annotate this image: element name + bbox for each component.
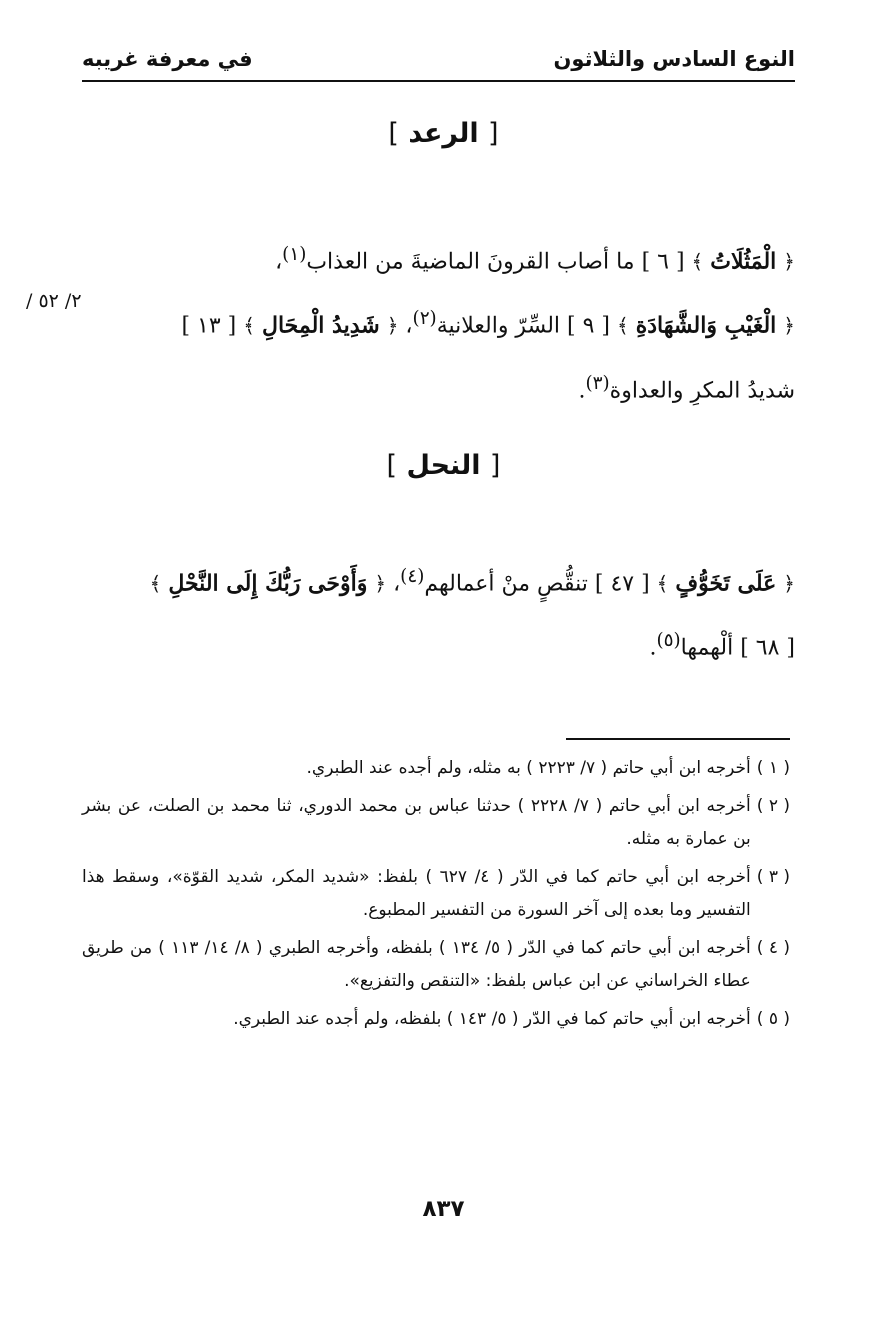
punctuation: ، (405, 313, 413, 339)
gloss-text: ما أصاب القرونَ الماضيةَ من العذاب (306, 249, 635, 275)
quran-word: الْمَثُلَاتُ (710, 248, 777, 275)
ornate-bracket-open: ﴿ (374, 571, 387, 596)
footnote-number: ( ٢ ) (756, 796, 790, 816)
bracket-open: [ (489, 450, 501, 481)
footnote-text: أخرجه ابن أبي حاتم كما في الدّر ( ٤/ ٦٢٧ ) بلفظ: «شديد المكر، شديد القوّة»، وسقط هذا التفسير وما بعده إلى آخر السورة من التفسير المطبوع. (82, 867, 751, 920)
page-number: ٨٣٧ (422, 1196, 465, 1222)
gloss-text: السِّرّ والعلانية (436, 313, 561, 339)
text-line (82, 612, 795, 676)
section-title-nahl (0, 450, 887, 481)
footnote-ref: (٥) (656, 630, 681, 652)
footnote-number: ( ٣ ) (756, 867, 790, 887)
footnote (82, 861, 790, 927)
section-body-nahl (82, 548, 795, 677)
text-line (82, 355, 795, 419)
ornate-bracket-close: ﴾ (691, 249, 704, 274)
punctuation: . (578, 377, 586, 403)
text-line (82, 290, 795, 354)
margin-page-reference: / ٢/ ٥٢ (26, 290, 82, 312)
ornate-bracket-open: ﴿ (783, 313, 795, 338)
section-name: النحل (406, 450, 481, 481)
footnote-text: أخرجه ابن أبي حاتم كما في الدّر ( ٥/ ١٤٣ ) بلفظه، ولم أجده عند الطبري. (233, 1009, 751, 1029)
verse-number: [ ٤٧ ] (594, 571, 650, 597)
ornate-bracket-close: ﴾ (149, 571, 162, 596)
bracket-close: ] (386, 450, 398, 481)
verse-number: [ ١٣ ] (181, 313, 237, 339)
text-line (82, 226, 795, 290)
footnote (82, 1003, 790, 1036)
header-topic-title: في معرفة غريبه (82, 47, 253, 71)
header-chapter-title: النوع السادس والثلاثون (553, 47, 795, 71)
section-title-raad (0, 118, 887, 149)
bracket-close: ] (388, 118, 399, 149)
quran-word: وَأَوْحَى رَبُّكَ إِلَى النَّحْلِ (168, 570, 368, 597)
gloss-text: ألْهمها (680, 635, 734, 661)
footnote-ref: (١) (282, 244, 307, 265)
footnote-ref: (٢) (412, 308, 437, 330)
ornate-bracket-open: ﴿ (386, 313, 399, 338)
verse-number: [ ٩ ] (567, 313, 610, 339)
quran-word: عَلَى تَخَوُّفٍ (675, 570, 777, 597)
running-header (82, 38, 795, 82)
footnote (82, 752, 790, 785)
punctuation: ، (393, 571, 401, 597)
text-line (82, 548, 795, 612)
quran-word: شَدِيدُ الْمِحَالِ (261, 312, 380, 339)
punctuation: ، (275, 249, 283, 275)
footnote-ref: (٤) (400, 566, 425, 587)
ornate-bracket-close: ﴾ (617, 313, 629, 338)
ornate-bracket-open: ﴿ (783, 249, 795, 274)
ornate-bracket-close: ﴾ (656, 571, 669, 596)
verse-number: [ ٦ ] (641, 249, 685, 275)
section-body-raad (82, 226, 795, 419)
gloss-text: شديدُ المكرِ والعداوة (609, 377, 795, 403)
footnote-divider (566, 738, 790, 740)
verse-number: [ ٦٨ ] (740, 635, 795, 661)
footnote-text: أخرجه ابن أبي حاتم ( ٧/ ٢٢٢٨ ) حدثنا عباس بن محمد الدوري، ثنا محمد بن الصلت، عن بشر بن عمارة به مثله. (82, 796, 751, 849)
quran-word: الْغَيْبِ وَالشَّهَادَةِ (635, 312, 777, 339)
footnote (82, 932, 790, 998)
section-name: الرعد (408, 118, 479, 149)
footnote-number: ( ١ ) (756, 758, 790, 778)
footnote-ref: (٣) (585, 372, 610, 394)
footnotes (82, 752, 790, 1041)
bracket-open: [ (488, 118, 499, 149)
footnote-text: أخرجه ابن أبي حاتم كما في الدّر ( ٥/ ١٣٤ ) بلفظه، وأخرجه الطبري ( ٨/ ١٤/ ١١٣ ) من طريق عطاء الخراساني عن ابن عباس بلفظ: «التنقص والتفزيع». (82, 938, 751, 991)
footnote-number: ( ٤ ) (756, 938, 790, 958)
ornate-bracket-open: ﴿ (783, 571, 795, 596)
footnote (82, 790, 790, 856)
footnote-text: أخرجه ابن أبي حاتم ( ٧/ ٢٢٢٣ ) به مثله، ولم أجده عند الطبري. (306, 758, 751, 778)
footnote-number: ( ٥ ) (756, 1009, 790, 1029)
gloss-text: تنقُّصٍ منْ أعمالهم (424, 571, 588, 597)
ornate-bracket-close: ﴾ (243, 313, 255, 338)
punctuation: . (649, 635, 657, 661)
